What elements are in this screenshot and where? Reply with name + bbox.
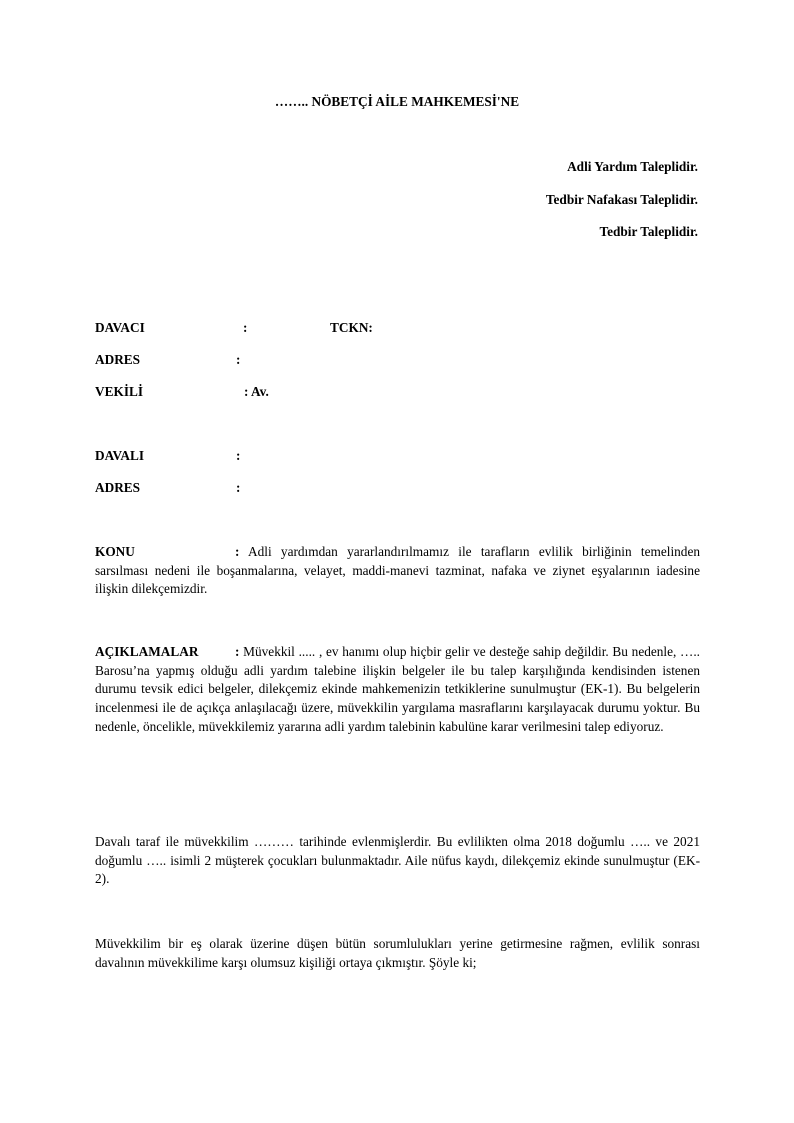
request-interim-alimony: Tedbir Nafakası Taleplidir.	[545, 192, 698, 207]
defendant-row	[95, 448, 241, 464]
plaintiff-address-row	[95, 352, 241, 368]
defendant-label: DAVALI	[95, 448, 145, 463]
plaintiff-row	[95, 320, 373, 336]
defendant-colon: :	[236, 448, 241, 463]
request-interim-measure: Tedbir Taleplidir.	[599, 224, 698, 239]
explanations-paragraph	[95, 643, 700, 737]
explanations-colon: :	[235, 644, 240, 659]
defendant-address-colon: :	[236, 480, 241, 495]
subject-paragraph	[95, 543, 700, 599]
plaintiff-label: DAVACI	[95, 320, 145, 335]
plaintiff-address-colon: :	[236, 352, 241, 367]
conduct-paragraph: Müvekkilim bir eş olarak üzerine düşen bütün sorumlulukları yerine getirmesine rağmen, evlilik sonrası davalının müvekkilime karşı olumsuz kişiliği ortaya çıkmıştır. Şöyle ki;	[95, 936, 700, 970]
plaintiff-colon: :	[243, 320, 248, 335]
request-legal-aid: Adli Yardım Taleplidir.	[567, 159, 698, 174]
court-title: …….. NÖBETÇİ AİLE MAHKEMESİ'NE	[274, 94, 520, 109]
defendant-address-row	[95, 480, 241, 496]
subject-colon: :	[235, 544, 240, 559]
explanations-label: AÇIKLAMALAR	[95, 644, 199, 659]
defendant-address-label: ADRES	[95, 480, 141, 495]
marriage-paragraph: Davalı taraf ile müvekkilim ……… tarihinde evlenmişlerdir. Bu evlilikten olma 2018 doğumlu ….. ve 2021 doğumlu ….. isimli 2 müşterek çocukları bulunmaktadır. Aile nüfus kaydı, dilekçemiz ekinde sunulmuştur (EK-2).	[95, 834, 700, 887]
plaintiff-address-label: ADRES	[95, 352, 141, 367]
subject-label: KONU	[95, 544, 135, 559]
subject-text: Adli yardımdan yararlandırılmamız ile tarafların evlilik birliğinin temelinden sarsılması nedeni ile boşanmalarına, velayet, maddi-manevi tazminat, nafaka ve ziynet eşyalarının iadesine ilişkin dilekçemizdir.	[95, 544, 700, 597]
tckn-label: TCKN:	[330, 320, 373, 335]
attorney-value: : Av.	[244, 384, 269, 399]
attorney-row	[95, 384, 269, 400]
attorney-label: VEKİLİ	[95, 384, 144, 399]
explanations-text: Müvekkil ..... , ev hanımı olup hiçbir gelir ve desteğe sahip değildir. Bu nedenle, ….. Barosu’na yapmış olduğu adli yardım talebine ilişkin belgeler ile bu talep karşılığında kendisinden istenen durumu tevsik edici belgeler, dilekçemiz ekinde mahkemenizin tetkiklerine sunulmuştur (EK-1). Bu belgelerin incelenmesi ile de açıkça anlaşılacağı üzere, müvekkilin yargılama masraflarını karşılayacak durumu yoktur. Bu nedenle, öncelikle, müvekkilemiz yararına adli yardım talebinin kabulüne karar verilmesini talep ediyoruz.	[95, 644, 701, 734]
